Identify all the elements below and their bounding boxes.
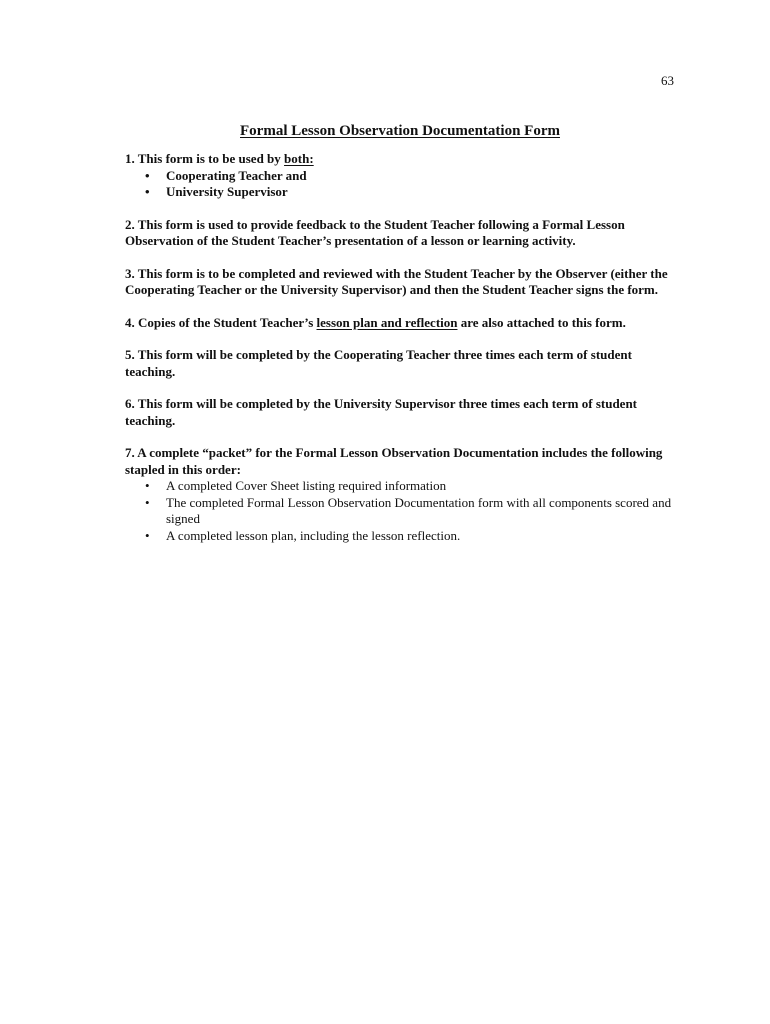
list-item xyxy=(125,528,675,545)
list-item-text: The completed Formal Lesson Observation Documentation form with all components scored and signed xyxy=(166,494,672,526)
list-item xyxy=(125,184,675,201)
bullet-icon: • xyxy=(145,167,150,183)
item-5: 5. This form will be completed by the Cooperating Teacher three times each term of student teaching. xyxy=(125,347,632,379)
list-item-text: A completed lesson plan, including the lesson reflection. xyxy=(166,527,461,543)
document-body xyxy=(125,122,675,544)
item-7-bullet-list xyxy=(125,478,675,544)
item-1-emphasis: both: xyxy=(284,151,314,166)
item-6: 6. This form will be completed by the University Supervisor three times each term of student teaching. xyxy=(125,396,638,428)
bullet-icon: • xyxy=(145,494,150,510)
list-item-text: A completed Cover Sheet listing required information xyxy=(166,478,447,493)
bullet-icon: • xyxy=(145,478,150,493)
item-4-text-after: are also attached to this form. xyxy=(457,314,626,330)
item-4-emphasis: lesson plan and reflection xyxy=(316,314,458,330)
page-number: 63 xyxy=(661,73,674,88)
list-item xyxy=(125,495,675,528)
item-4 xyxy=(125,315,675,332)
bullet-icon: • xyxy=(145,527,150,543)
list-item xyxy=(125,168,675,185)
item-1-text: 1. This form is to be used by xyxy=(125,151,285,166)
bullet-icon: • xyxy=(145,184,150,199)
list-item xyxy=(125,478,675,495)
item-1 xyxy=(125,151,675,168)
item-7: 7. A complete “packet” for the Formal Lesson Observation Documentation includes the following stapled in this order: xyxy=(125,445,663,477)
item-1-bullet-list xyxy=(125,168,675,201)
item-4-text-before: 4. Copies of the Student Teacher’s xyxy=(125,314,317,330)
list-item-text: Cooperating Teacher and xyxy=(166,167,307,183)
item-2: 2. This form is used to provide feedback to the Student Teacher following a Formal Lesson Observation of the Student Teacher’s presentation of a lesson or learning activity. xyxy=(125,216,625,248)
page-title: Formal Lesson Observation Documentation Form xyxy=(240,123,560,139)
list-item-text: University Supervisor xyxy=(166,184,288,199)
item-3: 3. This form is to be completed and reviewed with the Student Teacher by the Observer (either the Cooperating Teacher or the University Supervisor) and then the Student Teacher signs the form. xyxy=(125,265,668,297)
